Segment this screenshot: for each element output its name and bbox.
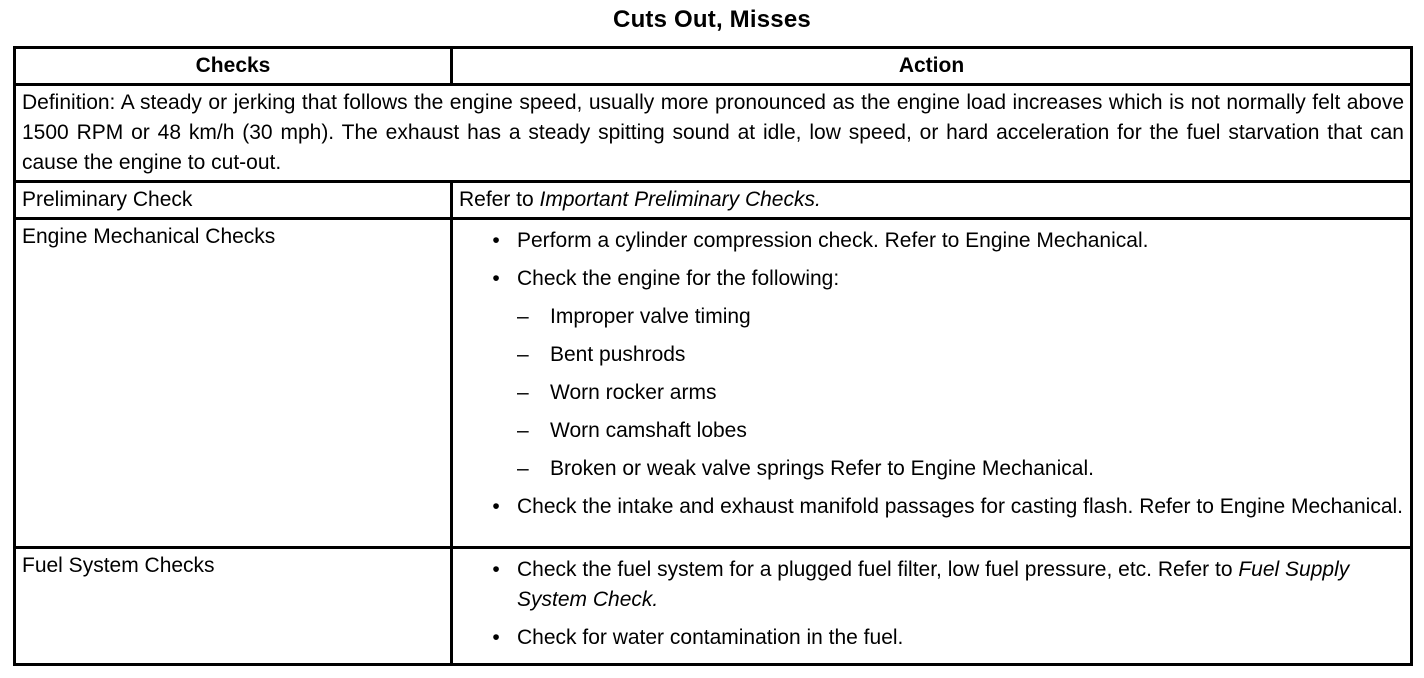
action-fuel-system [452, 548, 1412, 665]
list-item-text: Check the intake and exhaust manifold passages for casting flash. Refer to Engine Mechanical. [517, 495, 1404, 518]
list-item [459, 264, 1404, 484]
bullet-mark: • [492, 626, 500, 649]
list-item [459, 555, 1404, 615]
table-row-fuel-system [15, 548, 1412, 665]
sub-list-item [517, 302, 1404, 332]
engine-action-list [459, 222, 1404, 522]
definition-row [15, 85, 1412, 182]
dash-mark: – [517, 419, 529, 442]
list-item-text: Check for water contamination in the fuel. [517, 626, 904, 649]
diagnostic-table [13, 46, 1413, 666]
list-item-reference: Fuel Supply System Check. [517, 558, 1350, 611]
dash-mark: – [517, 457, 529, 480]
check-fuel-system: Fuel System Checks [15, 548, 452, 665]
sub-list-item-text: Improper valve timing [550, 305, 751, 328]
list-item-text: Check the engine for the following: [517, 267, 840, 290]
list-item [459, 623, 1404, 653]
action-preliminary-prefix: Refer to [459, 188, 540, 211]
bullet-mark: • [492, 558, 500, 581]
bullet-mark: • [492, 495, 500, 518]
action-preliminary-reference: Important Preliminary Checks. [539, 188, 821, 211]
sub-list-item [517, 416, 1404, 446]
check-engine-mechanical: Engine Mechanical Checks [15, 219, 452, 548]
dash-mark: – [517, 343, 529, 366]
list-item [459, 226, 1404, 256]
dash-mark: – [517, 305, 529, 328]
action-preliminary [452, 182, 1412, 219]
sub-list-item-text: Worn camshaft lobes [550, 419, 747, 442]
sub-list-item [517, 454, 1404, 484]
action-engine-mechanical [452, 219, 1412, 548]
page-title: Cuts Out, Misses [613, 6, 811, 33]
definition-text: Definition: A steady or jerking that follows the engine speed, usually more pronounced as the engine load increases which is not normally felt above 1500 RPM or 48 km/h (30 mph). The exhaust has a steady spitting sound at idle, low speed, or hard acceleration for the fuel starvation that can cause the engine to cut-out. [15, 85, 1412, 182]
check-preliminary: Preliminary Check [15, 182, 452, 219]
sub-list-item-text: Broken or weak valve springs Refer to Engine Mechanical. [550, 457, 1094, 480]
bullet-mark: • [492, 229, 500, 252]
engine-sub-list [517, 302, 1404, 484]
dash-mark: – [517, 381, 529, 404]
sub-list-item [517, 378, 1404, 408]
list-item-text: Check the fuel system for a plugged fuel filter, low fuel pressure, etc. Refer to [517, 558, 1239, 581]
table-header-row [15, 48, 1412, 85]
fuel-action-list [459, 551, 1404, 653]
table-row-engine-mechanical [15, 219, 1412, 548]
column-header-checks: Checks [15, 48, 452, 85]
table-row-preliminary [15, 182, 1412, 219]
sub-list-item [517, 340, 1404, 370]
list-item-text: Perform a cylinder compression check. Refer to Engine Mechanical. [517, 229, 1149, 252]
sub-list-item-text: Worn rocker arms [550, 381, 717, 404]
column-header-action: Action [452, 48, 1412, 85]
bullet-mark: • [492, 267, 500, 290]
list-item [459, 492, 1404, 522]
sub-list-item-text: Bent pushrods [550, 343, 686, 366]
